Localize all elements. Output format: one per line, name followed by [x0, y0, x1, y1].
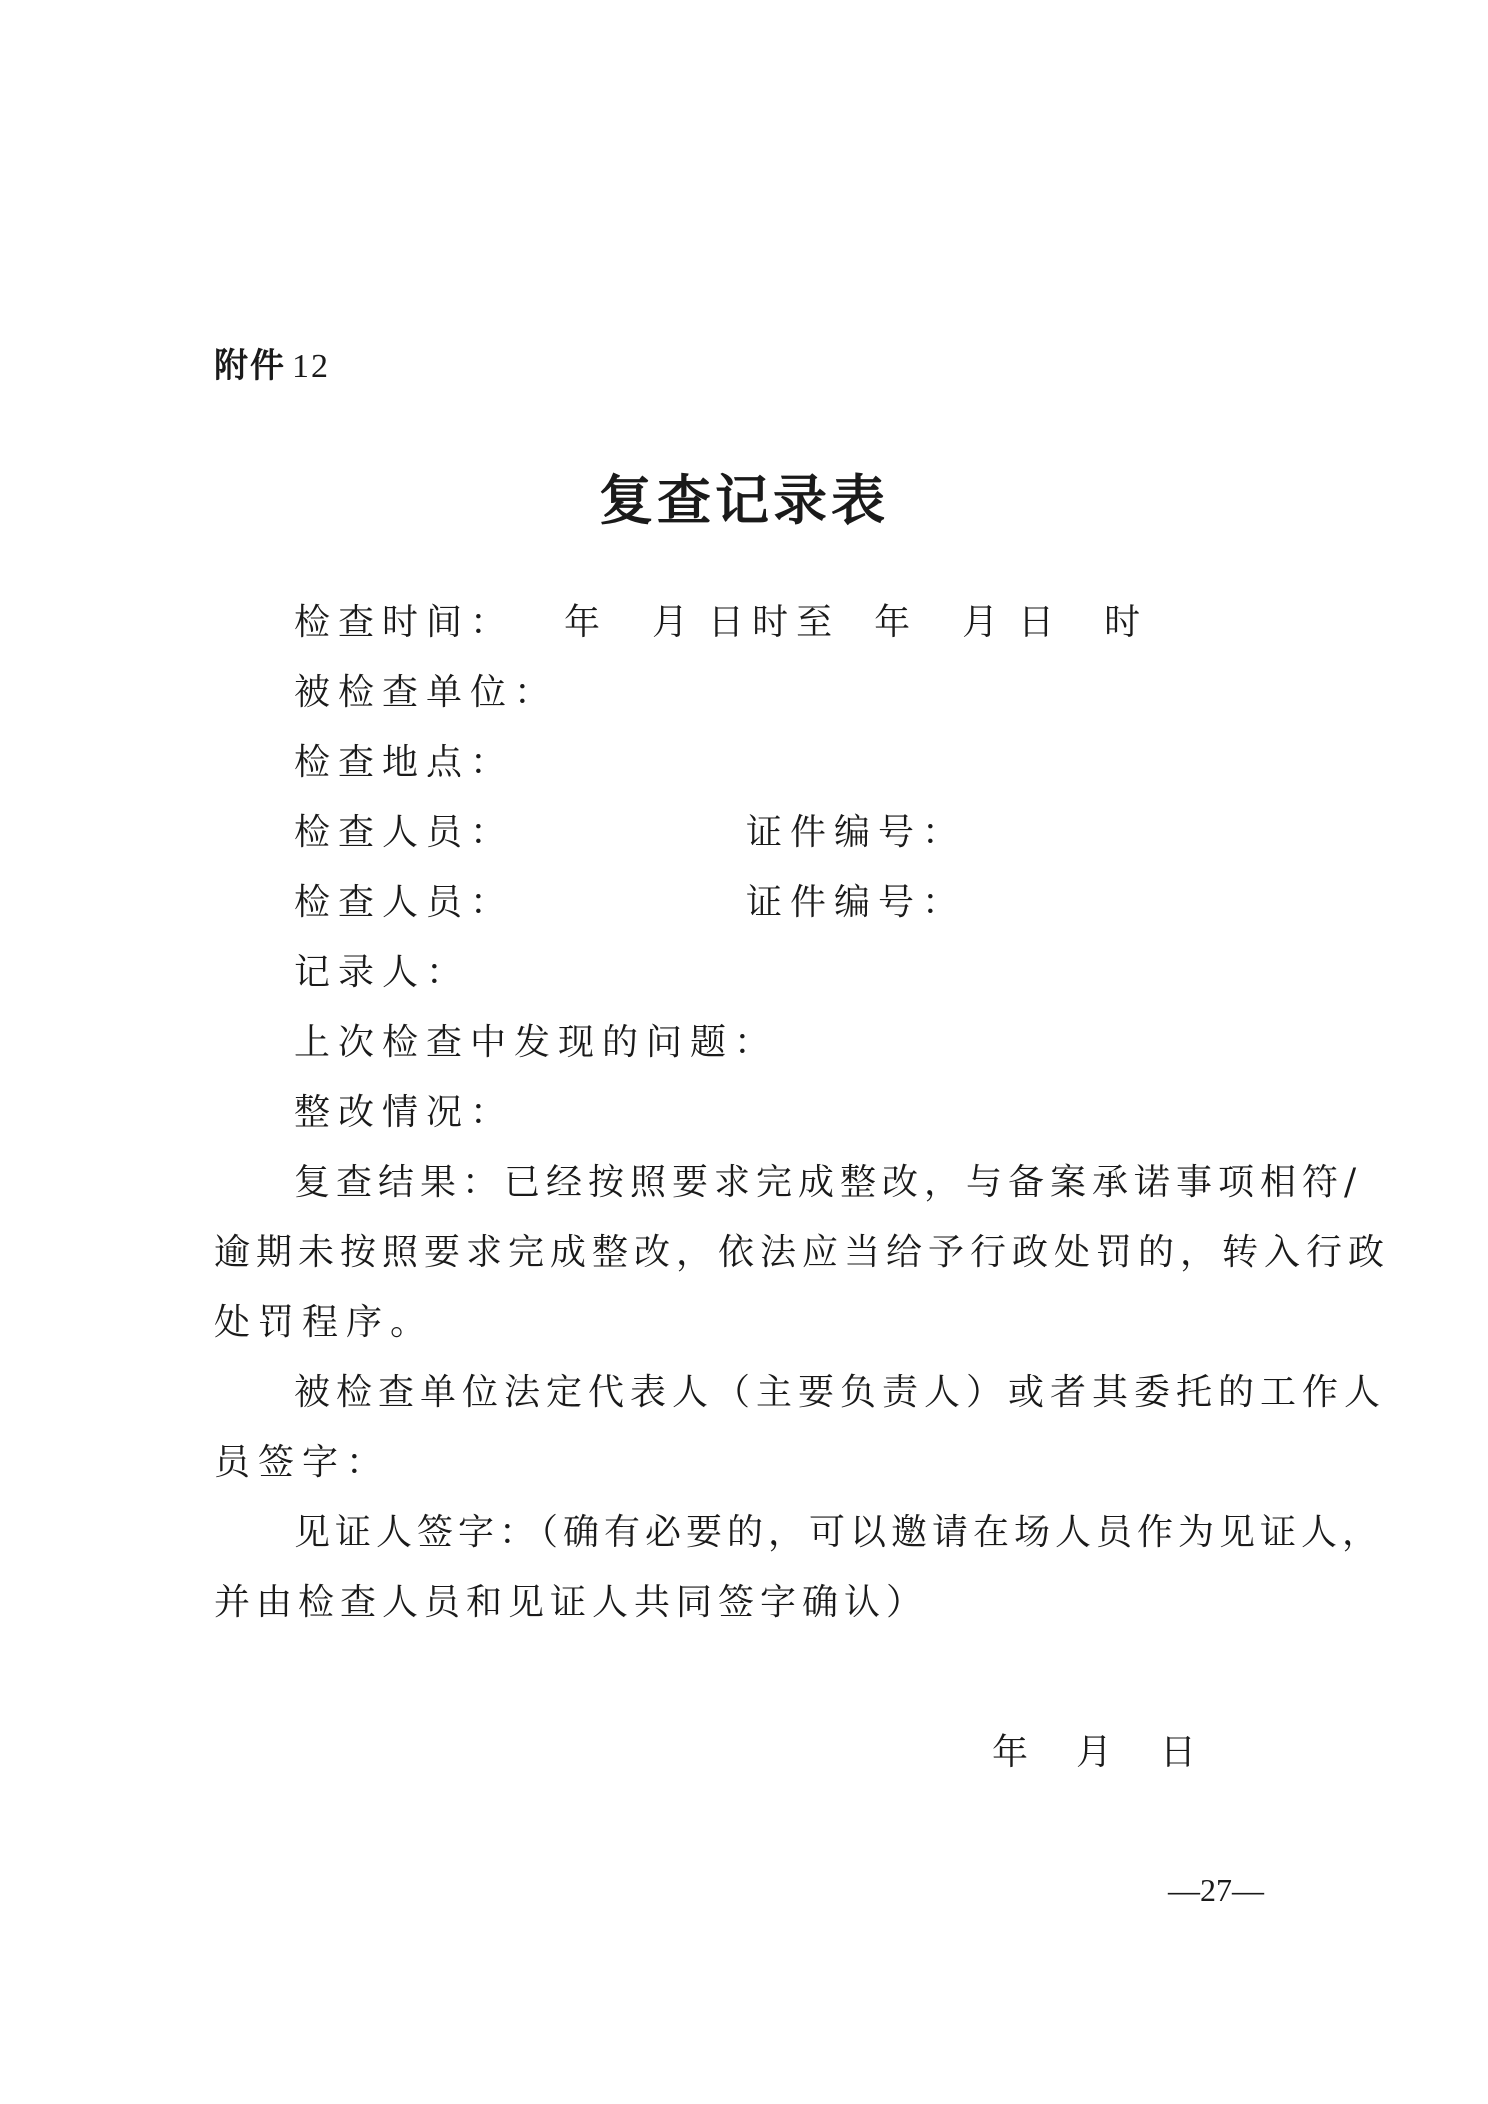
inspection-time-label: 检查时间：	[294, 602, 515, 643]
time-month-1: 月	[652, 602, 697, 643]
signature-line-2: 员签字：	[214, 1442, 391, 1483]
cert-label-2: 证件编号：	[746, 882, 967, 923]
inspector-label-2: 检查人员：	[294, 882, 515, 923]
recorder-field: 记录人：	[294, 952, 471, 993]
footer-date	[992, 1724, 1196, 1775]
inspector-row-1	[294, 804, 966, 855]
rectification-field: 整改情况：	[294, 1092, 515, 1133]
time-hour-to: 时至	[752, 602, 841, 643]
signature-line-1: 被检查单位法定代表人（主要负责人）或者其委托的工作人	[294, 1372, 1387, 1413]
attachment-text: 附件	[214, 346, 286, 386]
time-day-2: 日	[1018, 602, 1063, 643]
time-year-1: 年	[564, 602, 609, 643]
witness-line-1: 见证人签字：（确有必要的，可以邀请在场人员作为见证人，	[294, 1512, 1384, 1553]
witness-line-2: 并由检查人员和见证人共同签字确认）	[214, 1582, 929, 1623]
previous-issues-field: 上次检查中发现的问题：	[294, 1022, 779, 1063]
page-title: 复查记录表	[599, 468, 889, 532]
cert-label-1: 证件编号：	[746, 812, 967, 853]
inspection-time-row	[294, 594, 1148, 645]
attachment-label	[214, 338, 330, 387]
attachment-number: 12	[292, 348, 330, 385]
footer-month: 月	[1076, 1732, 1113, 1773]
inspector-label-1: 检查人员：	[294, 812, 515, 853]
result-line-2: 逾期未按照要求完成整改，依法应当给予行政处罚的，转入行政	[214, 1232, 1391, 1273]
time-month-2: 月	[962, 602, 1007, 643]
time-day-1: 日	[708, 602, 753, 643]
time-year-2: 年	[874, 602, 919, 643]
result-line-3: 处罚程序。	[214, 1302, 435, 1343]
location-field: 检查地点：	[294, 742, 515, 783]
result-line-1: 复查结果：已经按照要求完成整改，与备案承诺事项相符/	[294, 1162, 1363, 1203]
inspected-unit-field: 被检查单位：	[294, 672, 559, 713]
time-hour-2: 时	[1104, 602, 1149, 643]
footer-day: 日	[1160, 1732, 1197, 1773]
page-number: —27—	[1168, 1872, 1264, 1908]
footer-year: 年	[992, 1732, 1029, 1773]
inspector-row-2	[294, 874, 966, 925]
